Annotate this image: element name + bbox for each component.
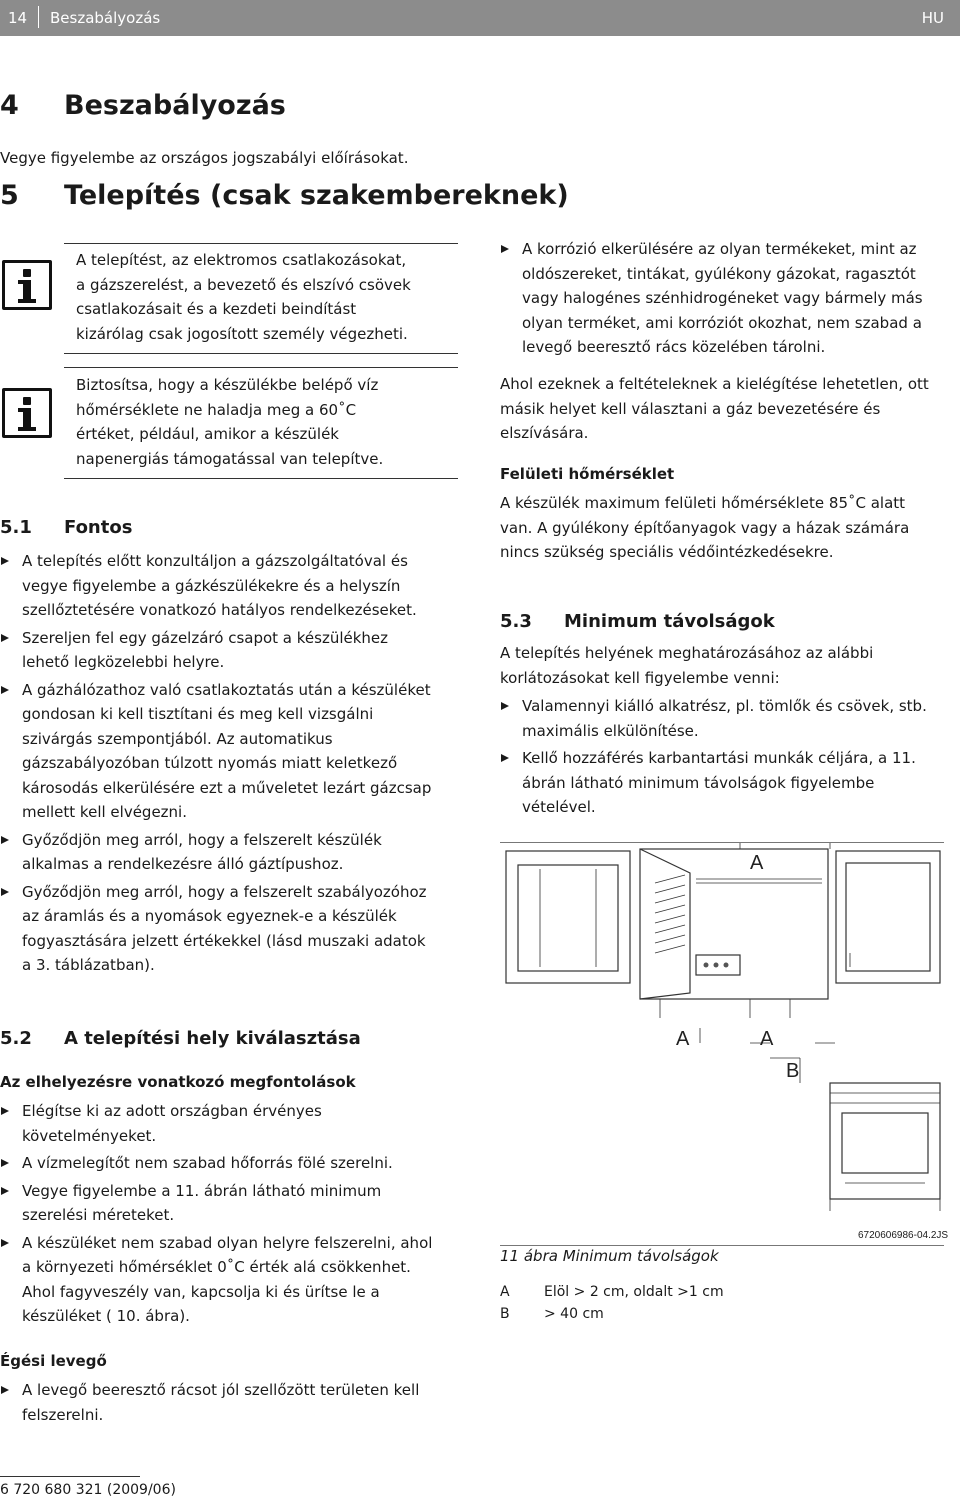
info-icon xyxy=(2,388,52,438)
note-line: a gázszerelést, a bevezető és elszívó csövek xyxy=(76,275,411,294)
bullet-triangle-icon xyxy=(501,245,509,253)
section-title: Telepítés (csak szakembereknek) xyxy=(64,180,569,211)
bullet-triangle-icon xyxy=(1,557,9,565)
note-line: kizárólag csak jogosított személy végezheti. xyxy=(76,324,408,343)
line: vételével. xyxy=(522,798,596,816)
line: másik helyet kell választani a gáz bevezetésére és xyxy=(500,399,881,418)
line: Ahol fagyveszély van, kapcsolja ki és ürítse le a xyxy=(22,1282,380,1301)
alternative-location-paragraph xyxy=(500,372,958,446)
bullet-triangle-icon xyxy=(1,634,9,642)
stove xyxy=(830,1083,940,1199)
list-item xyxy=(0,880,470,978)
combustion-air-list xyxy=(0,1378,470,1430)
bullet-triangle-icon xyxy=(1,836,9,844)
section-5-3-intro xyxy=(500,641,958,690)
list-item xyxy=(0,828,470,877)
list-item xyxy=(0,1231,470,1329)
note-line: csatlakozásait és a kezdeti beindítást xyxy=(76,300,357,318)
section-4-heading xyxy=(0,90,286,121)
bullet-triangle-icon xyxy=(501,702,509,710)
section-5-3-list xyxy=(500,694,958,823)
list-item xyxy=(500,694,958,743)
line: Elégítse ki az adott országban érvényes xyxy=(22,1102,322,1120)
line: Ahol ezeknek a feltételeknek a kielégítése lehetetlen, ott xyxy=(500,375,929,393)
footer-rule xyxy=(0,1476,140,1477)
subheading-combustion-air: Égési levegő xyxy=(0,1352,107,1370)
line: Győződjön meg arról, hogy a felszerelt szabályozóhoz xyxy=(22,882,427,901)
line: van. A gyúlékony építőanyagok vagy a házak számára xyxy=(500,518,910,537)
page-header xyxy=(0,0,960,36)
line: Kellő hozzáférés karbantartási munkák céljára, a 11. xyxy=(522,749,916,767)
line: levegő beeresztő rács közelében tárolni. xyxy=(522,338,826,356)
bullet-triangle-icon xyxy=(1,686,9,694)
line: az áramlás és a nyomások egyeznek-e a készülék xyxy=(22,907,397,925)
water-heater xyxy=(640,849,828,999)
line: Vegye figyelembe a 11. ábrán látható minimum xyxy=(22,1181,382,1200)
section-title: Beszabályozás xyxy=(64,90,286,121)
line: felszerelni. xyxy=(22,1405,104,1424)
corrosion-list xyxy=(500,237,958,363)
line: A készülék maximum felületi hőmérséklete 85˚C alatt xyxy=(500,494,906,512)
minimum-clearances-drawing xyxy=(500,843,944,1245)
list-item xyxy=(0,678,470,825)
bullet-triangle-icon xyxy=(501,754,509,762)
line: A levegő beeresztő rácsot jól szellőzött területen kell xyxy=(22,1381,420,1399)
page-number: 14 xyxy=(8,9,28,27)
figure-caption: 11 ábra Minimum távolságok xyxy=(500,1247,719,1265)
section-5-heading xyxy=(0,180,569,211)
line: a környezeti hőmérséklet 0˚C érték alá csökkenhet. xyxy=(22,1258,411,1276)
line: maximális elkülönítése. xyxy=(522,721,699,740)
section-5-2-heading xyxy=(0,1028,361,1049)
line: elszívására. xyxy=(500,424,589,442)
footer-doc-number: 6 720 680 321 (2009/06) xyxy=(0,1482,176,1498)
line: gondosan ki kell tisztítani és meg kell vizsgálni xyxy=(22,705,374,723)
list-item xyxy=(0,1378,470,1427)
header-title: Beszabályozás xyxy=(50,9,161,27)
line: lehető legközelebbi helyre. xyxy=(22,653,225,671)
line: korlátozásokat kell figyelembe venni: xyxy=(500,668,780,687)
line: alkalmas a rendelkezésre álló gáztípushoz. xyxy=(22,855,344,873)
line: fogyasztására jelzett értékekkel (lásd muszaki adatok xyxy=(22,931,426,950)
bullet-triangle-icon xyxy=(1,888,9,896)
line: Győződjön meg arról, hogy a felszerelt készülék xyxy=(22,830,382,849)
info-note-2-top-rule xyxy=(64,367,458,368)
section-title: Minimum távolságok xyxy=(564,611,775,632)
note-line: hőmérséklete ne haladja meg a 60˚C xyxy=(76,400,357,419)
list-item xyxy=(0,626,470,675)
list-item xyxy=(0,1099,470,1148)
line: Valamennyi kiálló alkatrész, pl. tömlők és csövek, stb. xyxy=(522,697,927,715)
line: A gázhálózathoz való csatlakoztatás után a készüléket xyxy=(22,680,431,699)
right-cabinet xyxy=(836,851,940,983)
line: mellett kell elvégezni. xyxy=(22,803,187,821)
line: szellőztetésére vonatkozó hatályos rendelkezéseket. xyxy=(22,601,417,619)
label-a-right: A xyxy=(760,1028,774,1050)
legend-row xyxy=(500,1306,940,1328)
section-title: Fontos xyxy=(64,517,133,538)
note-line: Biztosítsa, hogy a készülékbe belépő víz xyxy=(76,376,379,394)
section-number: 5.3 xyxy=(500,611,532,632)
list-item xyxy=(0,1151,470,1176)
legend-key: B xyxy=(500,1306,510,1322)
section-5-1-list xyxy=(0,549,470,981)
header-divider xyxy=(38,6,39,28)
figure-legend xyxy=(500,1284,940,1328)
figure-11 xyxy=(500,842,944,1246)
line: készüléket ( 10. ábra). xyxy=(22,1307,190,1325)
section-number: 5 xyxy=(0,180,19,211)
note-line: napenergiás támogatással van telepítve. xyxy=(76,449,384,468)
info-note-1-text xyxy=(76,248,456,346)
line: követelményeket. xyxy=(22,1126,157,1145)
label-a-left: A xyxy=(676,1028,690,1050)
legend-key: A xyxy=(500,1284,510,1300)
line: Szereljen fel egy gázelzáró csapot a készülékhez xyxy=(22,628,389,647)
label-a-top: A xyxy=(750,852,764,874)
legend-row xyxy=(500,1284,940,1306)
line: károsodás elkerülésére ezt a műveletet lezárt gázcsap xyxy=(22,778,432,797)
list-item xyxy=(500,746,958,820)
bullet-triangle-icon xyxy=(1,1159,9,1167)
line: oldószereket, tintákat, gyúlékony gázokat, ragasztót xyxy=(522,264,916,283)
info-note-2-bottom-rule xyxy=(64,478,458,479)
list-item xyxy=(0,549,470,623)
section-5-1-heading xyxy=(0,517,132,538)
line: olyan terméket, ami korróziót okozhat, nem szabad a xyxy=(522,313,922,332)
note-line: A telepítést, az elektromos csatlakozásokat, xyxy=(76,251,407,269)
line: A vízmelegítőt nem szabad hőforrás fölé szerelni. xyxy=(22,1154,393,1172)
bullet-triangle-icon xyxy=(1,1386,9,1394)
section-5-3-heading xyxy=(500,611,775,632)
line: A telepítés előtt konzultáljon a gázszolgáltatóval és xyxy=(22,552,408,570)
line: A korrózió elkerülésére az olyan termékeket, mint az xyxy=(522,240,917,258)
line: vagy halogénes szénhidrogéneket vagy bármely más xyxy=(522,289,923,307)
line: gázszabályozóban túlzott nyomás miatt keletkező xyxy=(22,754,398,772)
section-number: 5.2 xyxy=(0,1028,32,1049)
line: nincs szükség speciális védőintézkedésekre. xyxy=(500,543,834,561)
line: ábrán látható minimum távolságok figyelembe xyxy=(522,773,875,792)
line: szerelési méreteket. xyxy=(22,1206,175,1224)
surface-temperature-paragraph xyxy=(500,491,958,565)
label-b: B xyxy=(786,1060,800,1082)
bullet-triangle-icon xyxy=(1,1187,9,1195)
section-title: A telepítési hely kiválasztása xyxy=(64,1028,361,1049)
line: szivárgás szempontjából. Az automatikus xyxy=(22,729,333,748)
section-number: 4 xyxy=(0,90,19,121)
legend-value: > 40 cm xyxy=(544,1306,604,1322)
section-5-2-list xyxy=(0,1099,470,1332)
line: A telepítés helyének meghatározásához az alábbi xyxy=(500,644,874,662)
list-item xyxy=(500,237,958,360)
subheading-surface-temperature: Felületi hőmérséklet xyxy=(500,465,675,483)
line: vegye figyelembe a gázkészülékekre és a helyszín xyxy=(22,576,401,595)
section-number: 5.1 xyxy=(0,517,32,538)
legend-value: Elöl > 2 cm, oldalt >1 cm xyxy=(544,1284,724,1300)
left-cabinet xyxy=(506,851,630,983)
line: A készüléket nem szabad olyan helyre felszerelni, ahol xyxy=(22,1233,433,1252)
note-line: értéket, például, amikor a készülék xyxy=(76,425,339,443)
bullet-triangle-icon xyxy=(1,1239,9,1247)
list-item xyxy=(0,1179,470,1228)
bullet-triangle-icon xyxy=(1,1107,9,1115)
subheading-placement: Az elhelyezésre vonatkozó megfontolások xyxy=(0,1073,356,1091)
info-icon xyxy=(2,260,52,310)
info-note-2-text xyxy=(76,373,456,471)
line: a 3. táblázatban). xyxy=(22,956,155,974)
section-4-text: Vegye figyelembe az országos jogszabályi előírásokat. xyxy=(0,149,409,167)
header-language: HU xyxy=(921,9,944,27)
figure-code: 6720606986-04.2JS xyxy=(858,1230,949,1241)
